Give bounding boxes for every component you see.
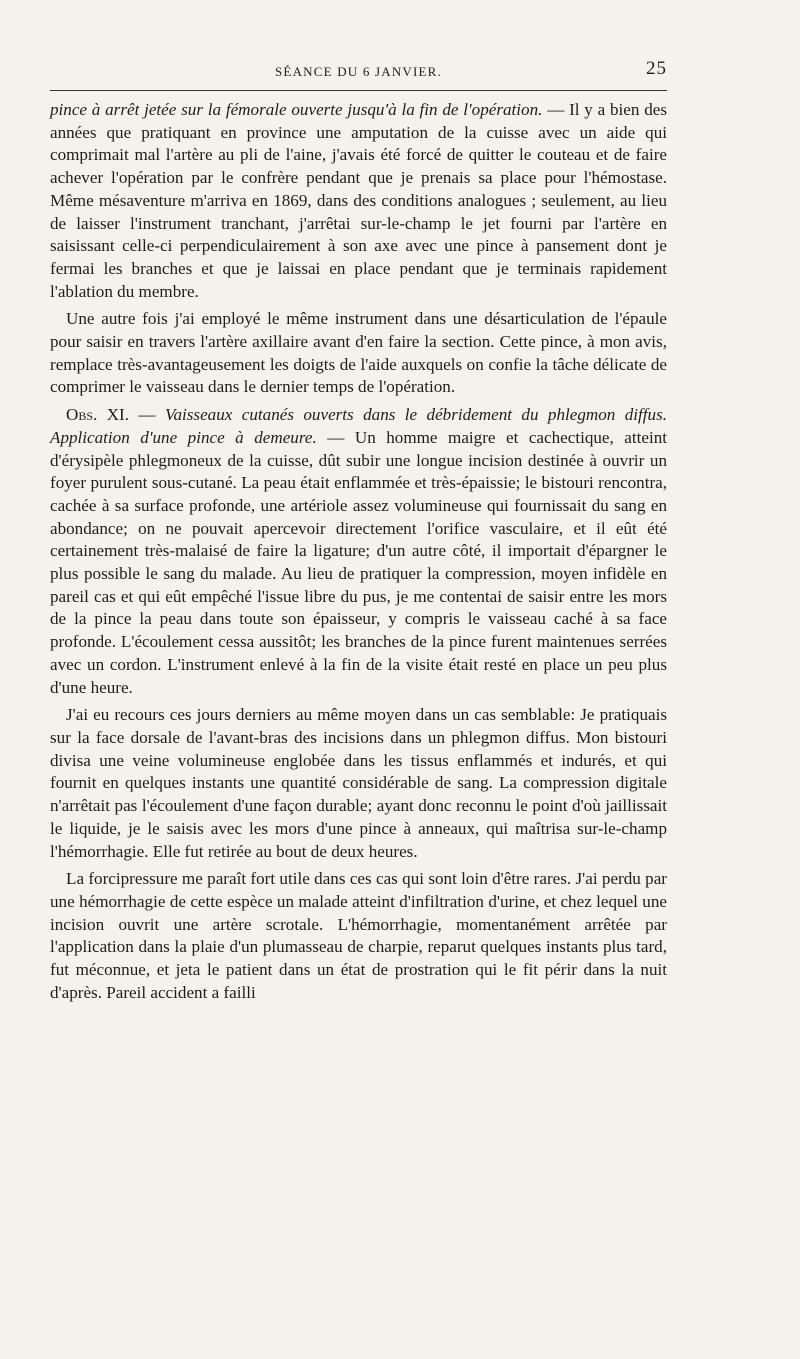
paragraph-1-text: — Il y a bien des années que pratiquant en province une amputation de la cuisse avec un aide qui comprimait mal l'artère au pli de l'aine, j'avais été forcé de quitter le couteau et de faire achever l'opération par le confrère pendant que je prenais sa place pour l'hémostase. Même mésaventure m'arriva en 1869, dans des conditions analogues ; seulement, au lieu de laisser l'instrument tranchant, j'arrêtai sur-le-champ le jet fourni par l'artère en saisissant celle-ci perpendiculairement à son axe avec une pince à pansement dont je fermai les branches et que je laissai en place pendant que je terminais rapidement l'ablation du membre. (50, 100, 667, 301)
body-text (50, 99, 667, 1004)
paragraph-1 (50, 99, 667, 303)
paragraph-2: Une autre fois j'ai employé le même instrument dans une désarticulation de l'épaule pour saisir en travers l'artère axillaire avant d'en faire la section. Cette pince, à mon avis, remplace très-avantageusement les doigts de l'aide auxquels on confie la tâche délicate de comprimer le vaisseau dans le dernier temps de l'opération. (50, 309, 667, 397)
book-page (50, 58, 667, 1004)
header-rule (50, 90, 667, 91)
paragraph-5: La forcipressure me paraît fort utile dans ces cas qui sont loin d'être rares. J'ai perdu par une hémorrhagie de cette espèce un malade atteint d'infiltration d'urine, et chez lequel une incision ouvrit une artère scrotale. L'hémorrhagie, momentanément arrêtée par l'application dans la plaie d'un plumasseau de charpie, reparut quelques instants plus tard, fut méconnue, et jeta le patient dans un état de prostration qui le fit périr dans la nuit d'après. Pareil accident a failli (50, 869, 667, 1002)
running-title: SÉANCE DU 6 JANVIER. (275, 64, 442, 79)
observation-xi (50, 404, 667, 699)
observation-title: Vaisseaux cutanés ouverts dans le débridement du phlegmon diffus. Application d'une pince à demeure. (50, 405, 667, 447)
running-head (50, 58, 667, 84)
paragraph-4: J'ai eu recours ces jours derniers au même moyen dans un cas semblable: Je pratiquais sur la face dorsale de l'avant-bras des incisions dans un phlegmon diffus. Mon bistouri divisa une veine volumineuse englobée dans les tissus enflammés et indurés, et qui fournit en quelques instants une quantité considérable de sang. La compression digitale n'arrêtait pas l'écoulement d'une façon durable; ayant donc reconnu le point d'où jaillissait le liquide, je le saisis avec les mors d'une pince à anneaux, qui maîtrisa sur-le-champ l'hémorrhagie. Elle fut retirée au bout de deux heures. (50, 705, 667, 861)
paragraph-1-italic: pince à arrêt jetée sur la fémorale ouverte jusqu'à la fin de l'opération. (50, 100, 543, 119)
observation-label: Obs. XI. (66, 405, 130, 425)
observation-text: — Un homme maigre et cachectique, atteint d'érysipèle phlegmoneux de la cuisse, dût subir une longue incision destinée à ouvrir un foyer purulent sous-cutané. La peau était enflammée et très-épaissie; le bistouri rencontra, cachée à sa surface profonde, une artériole assez volumineuse qui fournissait du sang en abondance; on ne pouvait apercevoir directement l'orifice vasculaire, et il eût été certainement très-malaisé de faire la ligature; d'un autre côté, il importait d'épargner le plus possible le sang du malade. Au lieu de pratiquer la compression, moyen infidèle en pareil cas et qui eût empêché l'issue libre du pus, je me contentai de saisir entre les mors de la pince la peau dans toute son épaisseur, y compris le vaisseau caché à sa face profonde. L'écoulement cessa aussitôt; les branches de la pince furent maintenues serrées avec un cordon. L'instrument enlevé à la fin de la visite était resté en place un peu plus d'une heure. (50, 427, 667, 697)
page-number: 25 (646, 58, 667, 79)
observation-dash: — (129, 405, 165, 425)
